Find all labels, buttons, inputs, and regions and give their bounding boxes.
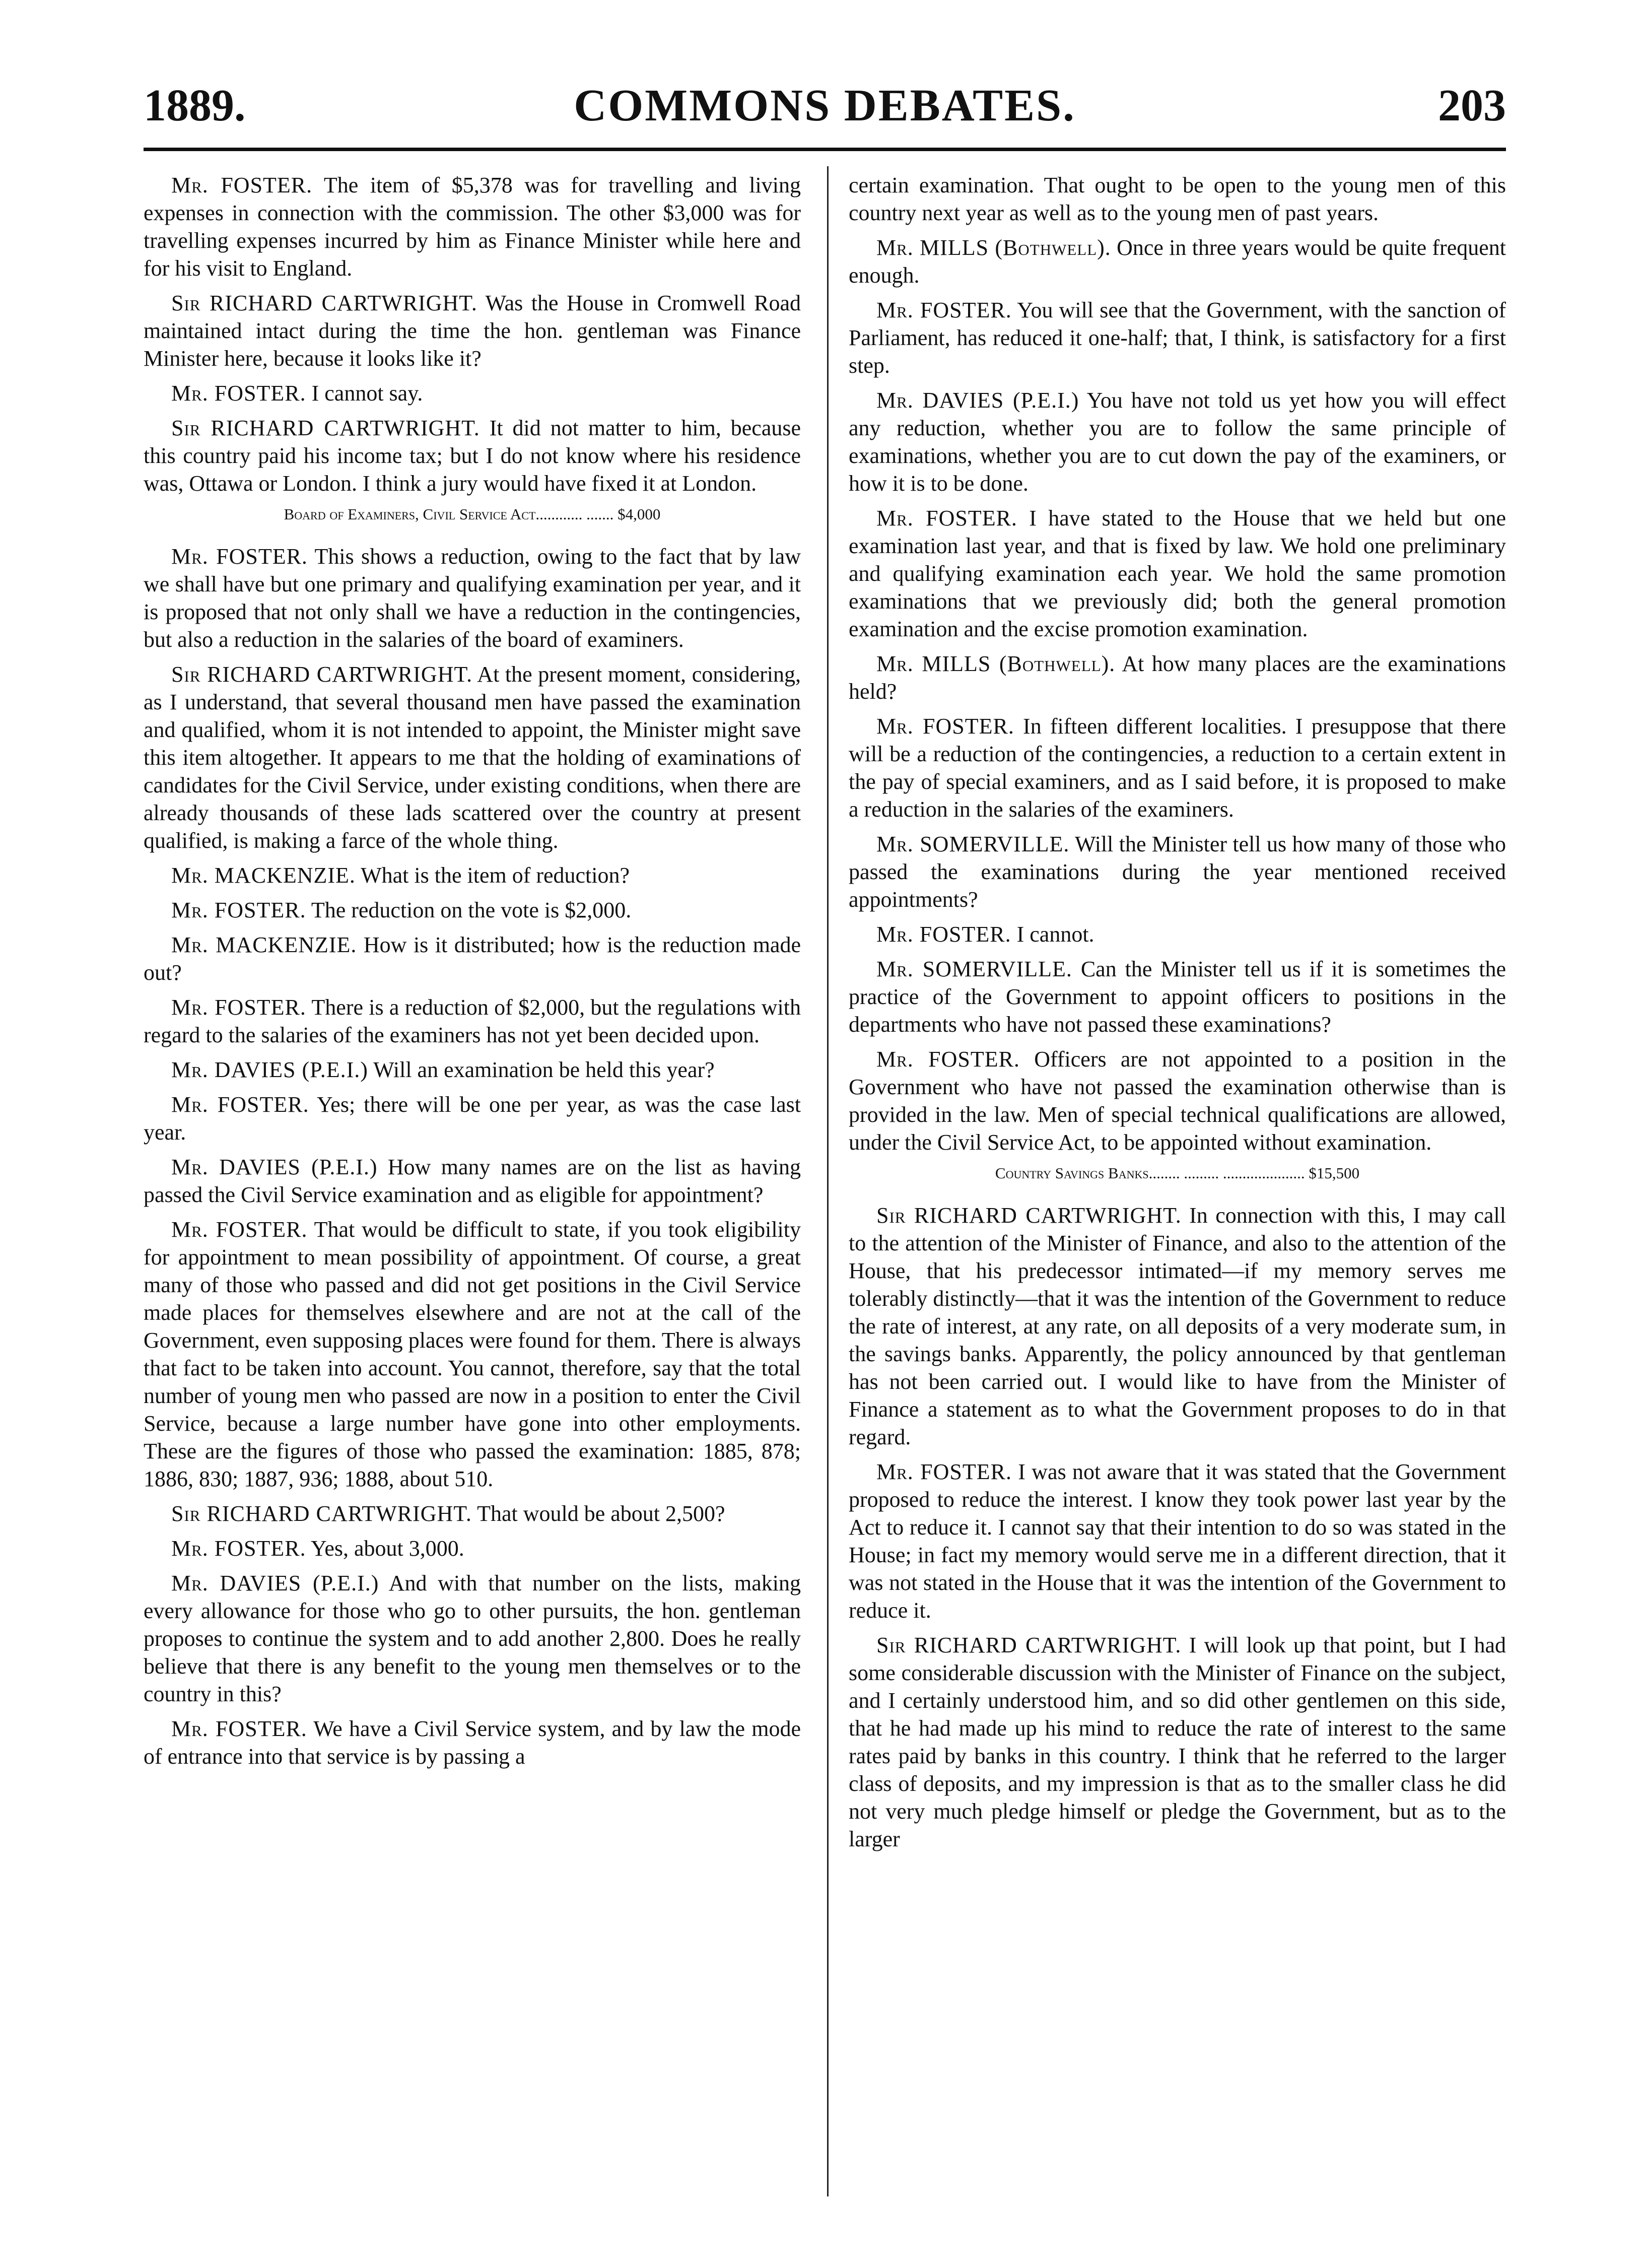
speech-paragraph xyxy=(144,931,801,986)
speech-paragraph xyxy=(144,1153,801,1209)
speaker-name: Mr. FOSTER. xyxy=(171,995,306,1020)
page-number: 203 xyxy=(1438,81,1506,130)
estimate-item: Country Savings Banks........ ......... ..................... $15,500 xyxy=(995,1164,1360,1182)
speech-text: Can the Minister tell us if it is sometimes the practice of the Government to appoint officers to positions in the departments who have not passed these examinations? xyxy=(849,957,1506,1037)
speech-paragraph xyxy=(144,861,801,889)
speech-paragraph xyxy=(144,1216,801,1493)
speech-text: Officers are not appointed to a position in the Government who have not passed the examination otherwise than is provided in the law. Men of special technical qualifications are allowed, under the Civil Service Act, to be appointed without examination. xyxy=(849,1047,1506,1155)
speech-paragraph xyxy=(144,993,801,1049)
speech-paragraph xyxy=(144,379,801,407)
speaker-name: Sir RICHARD CARTWRIGHT. xyxy=(171,416,480,440)
speech-text: You will see that the Government, with the sanction of Parliament, has reduced it one-half; that, I think, is satisfactory for a first step. xyxy=(849,298,1506,378)
speaker-name: Mr. MILLS (Bothwell). xyxy=(876,651,1116,676)
speech-text: At the present moment, considering, as I understand, that several thousand men have passed the examination and qualified, whom it is not intended to appoint, the Minister might save this item altogether. It appears to me that the holding of examinations of candidates for the Civil Service, under existing conditions, when there are already thousands of these lads scattered over the country at present qualified, is making a farce of the whole thing. xyxy=(144,662,801,853)
speech-text: There is a reduction of $2,000, but the regulations with regard to the salaries of the examiners has not yet been decided upon. xyxy=(144,995,801,1047)
speech-text: I was not aware that it was stated that the Government proposed to reduce the interest. I know they took power last year by the Act to reduce it. I cannot say that their intention to do so was stated in the House; in fact my memory would serve me in a different direction, that it was not stated in the House that it was the intention of the Government to reduce it. xyxy=(849,1459,1506,1623)
speech-text: We have a Civil Service system, and by law the mode of entrance into that service is by passing a xyxy=(144,1716,801,1769)
speech-paragraph xyxy=(144,1500,801,1527)
speech-text: I have stated to the House that we held but one examination last year, and that is fixed by law. We hold one preliminary and qualifying examination each year. We hold the same promotion examinations that we previously did; both the general promotion examination and the excise promotion examination. xyxy=(849,506,1506,641)
speaker-name: Mr. FOSTER. xyxy=(171,898,306,922)
speech-paragraph xyxy=(144,1569,801,1708)
speaker-name: Mr. MACKENZIE. xyxy=(171,932,357,957)
speech-text: How is it distributed; how is the reduction made out? xyxy=(144,932,801,985)
speech-text: That would be about 2,500? xyxy=(477,1501,725,1526)
speech-paragraph xyxy=(849,650,1506,705)
speaker-name: Mr. DAVIES (P.E.I.) xyxy=(171,1155,378,1179)
header-rule xyxy=(144,148,1506,151)
speech-paragraph xyxy=(849,830,1506,913)
speech-text: This shows a reduction, owing to the fact that by law we shall have but one primary and qualifying examination per year, and it is proposed that not only shall we have a reduction in the contingencies, but also a reduction in the salaries of the board of examiners. xyxy=(144,544,801,652)
speech-text: The reduction on the vote is $2,000. xyxy=(311,898,632,922)
header-title: COMMONS DEBATES. xyxy=(574,81,1076,130)
speaker-name: Sir RICHARD CARTWRIGHT. xyxy=(171,662,473,687)
speech-paragraph xyxy=(144,896,801,924)
speaker-name: Mr. MILLS (Bothwell). xyxy=(876,235,1111,260)
speaker-name: Mr. FOSTER. xyxy=(171,1092,309,1117)
speech-paragraph xyxy=(144,1091,801,1146)
speaker-name: Mr. FOSTER. xyxy=(876,1047,1020,1072)
speech-paragraph xyxy=(144,543,801,653)
speech-text: What is the item of reduction? xyxy=(361,863,630,888)
left-column xyxy=(144,171,801,2196)
speech-paragraph xyxy=(144,1535,801,1562)
speech-paragraph xyxy=(849,296,1506,379)
speech-text: Yes; there will be one per year, as was the case last year. xyxy=(144,1092,801,1145)
speaker-name: Sir RICHARD CARTWRIGHT. xyxy=(171,1501,472,1526)
speaker-name: Mr. FOSTER. xyxy=(876,922,1011,947)
speech-paragraph xyxy=(849,1202,1506,1451)
speech-text: I cannot say. xyxy=(311,381,423,406)
right-column xyxy=(849,171,1506,2196)
speech-paragraph xyxy=(849,504,1506,643)
speaker-name: Mr. FOSTER. xyxy=(876,506,1017,530)
speech-text: In connection with this, I may call to the attention of the Minister of Finance, and also to the attention of the House, that his predecessor intimated—if my memory serves me tolerably distinctly—that it was the intention of the Government to reduce the rate of interest, at any rate, on all deposits of a very moderate sum, in the savings banks. Apparently, the policy announced by that gentleman has not been carried out. I would like to have from the Minister of Finance a statement as to what the Government proposes to do in that regard. xyxy=(849,1203,1506,1449)
speech-paragraph xyxy=(144,289,801,372)
speech-text: You have not told us yet how you will effect any reduction, whether you are to follow the same principle of examinations, whether you are to cut down the pay of the examiners, or how it is to be done. xyxy=(849,388,1506,496)
speaker-name: Sir RICHARD CARTWRIGHT. xyxy=(876,1203,1182,1228)
speaker-name: Mr. MACKENZIE. xyxy=(171,863,356,888)
speaker-name: Sir RICHARD CARTWRIGHT. xyxy=(876,1633,1182,1657)
speaker-name: Mr. FOSTER. xyxy=(876,298,1012,322)
speaker-name: Mr. SOMERVILLE. xyxy=(876,832,1070,856)
speaker-name: Mr. DAVIES (P.E.I.) xyxy=(171,1057,368,1082)
speaker-name: Mr. DAVIES (P.E.I.) xyxy=(171,1571,379,1595)
speech-text: Was the House in Cromwell Road maintained intact during the time the hon. gentleman was Finance Minister here, because it looks like it? xyxy=(144,291,801,371)
speaker-name: Mr. FOSTER. xyxy=(876,1459,1012,1484)
speech-text: certain examination. That ought to be open to the young men of this country next year as well as to the young men of past years. xyxy=(849,173,1506,225)
speaker-name: Mr. FOSTER. xyxy=(171,1217,308,1242)
speech-paragraph xyxy=(144,171,801,282)
speech-paragraph xyxy=(849,920,1506,948)
speech-text: I cannot. xyxy=(1016,922,1094,947)
column-divider xyxy=(827,166,829,2196)
continued-paragraph xyxy=(849,171,1506,227)
speech-paragraph xyxy=(144,1056,801,1084)
speech-text: Yes, about 3,000. xyxy=(311,1536,464,1561)
speech-text: At how many places are the examinations held? xyxy=(849,651,1506,704)
speech-text: It did not matter to him, because this country paid his income tax; but I do not know where his residence was, Ottawa or London. I think a jury would have fixed it at London. xyxy=(144,416,801,496)
speaker-name: Mr. FOSTER. xyxy=(171,544,308,569)
header-year: 1889. xyxy=(144,81,246,130)
speech-text: That would be difficult to state, if you took eligibility for appointment to mean possibility of appointment. Of course, a great many of those who passed and did not get positions in the Civil Service made places for themselves elsewhere and are not at the call of the Government, even supposing places were found for them. There is always that fact to be taken into account. You cannot, therefore, say that the total number of young men who passed are now in a position to enter the Civil Service, because a large number have gone into other employments. These are the figures of those who passed the examination: 1885, 878; 1886, 830; 1887, 936; 1888, about 510. xyxy=(144,1217,801,1491)
speech-paragraph xyxy=(849,712,1506,823)
speech-paragraph xyxy=(144,1715,801,1770)
speaker-name: Mr. FOSTER. xyxy=(171,173,313,197)
speaker-name: Mr. FOSTER. xyxy=(171,381,306,406)
speaker-name: Mr. SOMERVILLE. xyxy=(876,957,1072,981)
speech-paragraph xyxy=(849,386,1506,497)
speech-paragraph xyxy=(144,414,801,497)
speech-paragraph xyxy=(849,1458,1506,1624)
running-header xyxy=(144,76,1506,136)
speech-paragraph xyxy=(849,234,1506,289)
speech-text: Once in three years would be quite frequent enough. xyxy=(849,235,1506,288)
speaker-name: Sir RICHARD CARTWRIGHT. xyxy=(171,291,477,315)
speech-text: Will an examination be held this year? xyxy=(373,1057,715,1082)
speaker-name: Mr. FOSTER. xyxy=(171,1536,306,1561)
speech-paragraph xyxy=(849,1045,1506,1156)
speech-paragraph xyxy=(849,1631,1506,1853)
speech-paragraph xyxy=(849,955,1506,1038)
speech-text: The item of $5,378 was for travelling and living expenses in connection with the commission. The other $3,000 was for travelling expenses incurred by him as Finance Minister while here and for his visit to England. xyxy=(144,173,801,281)
speech-text: Will the Minister tell us how many of those who passed the examinations during the year mentioned received appointments? xyxy=(849,832,1506,912)
speech-text: I will look up that point, but I had some considerable discussion with the Minister of Finance on the subject, and I certainly understood him, and so did other gentlemen on this side, that he had made up his mind to reduce the rate of interest to the same rates paid by banks in this country. I think that he referred to the larger class of deposits, and my impression is that as to the smaller class he did not very much pledge himself or pledge the Government, but as to the larger xyxy=(849,1633,1506,1851)
speech-paragraph xyxy=(144,660,801,854)
speaker-name: Mr. FOSTER. xyxy=(171,1716,307,1741)
speaker-name: Mr. FOSTER. xyxy=(876,714,1014,739)
speaker-name: Mr. DAVIES (P.E.I.) xyxy=(876,388,1079,413)
estimate-item: Board of Examiners, Civil Service Act............ ....... $4,000 xyxy=(284,505,661,523)
speech-text: How many names are on the list as having passed the Civil Service examination and as eligible for appointment? xyxy=(144,1155,801,1207)
speech-text: And with that number on the lists, making every allowance for those who go to other pursuits, the hon. gentleman proposes to continue the system and to add another 2,800. Does he really believe that there is any benefit to the young men themselves or to the country in this? xyxy=(144,1571,801,1706)
speech-text: In fifteen different localities. I presuppose that there will be a reduction of the contingencies, a reduction to a certain extent in the pay of special examiners, and as I said before, it is proposed to make a reduction in the salaries of the examiners. xyxy=(849,714,1506,822)
